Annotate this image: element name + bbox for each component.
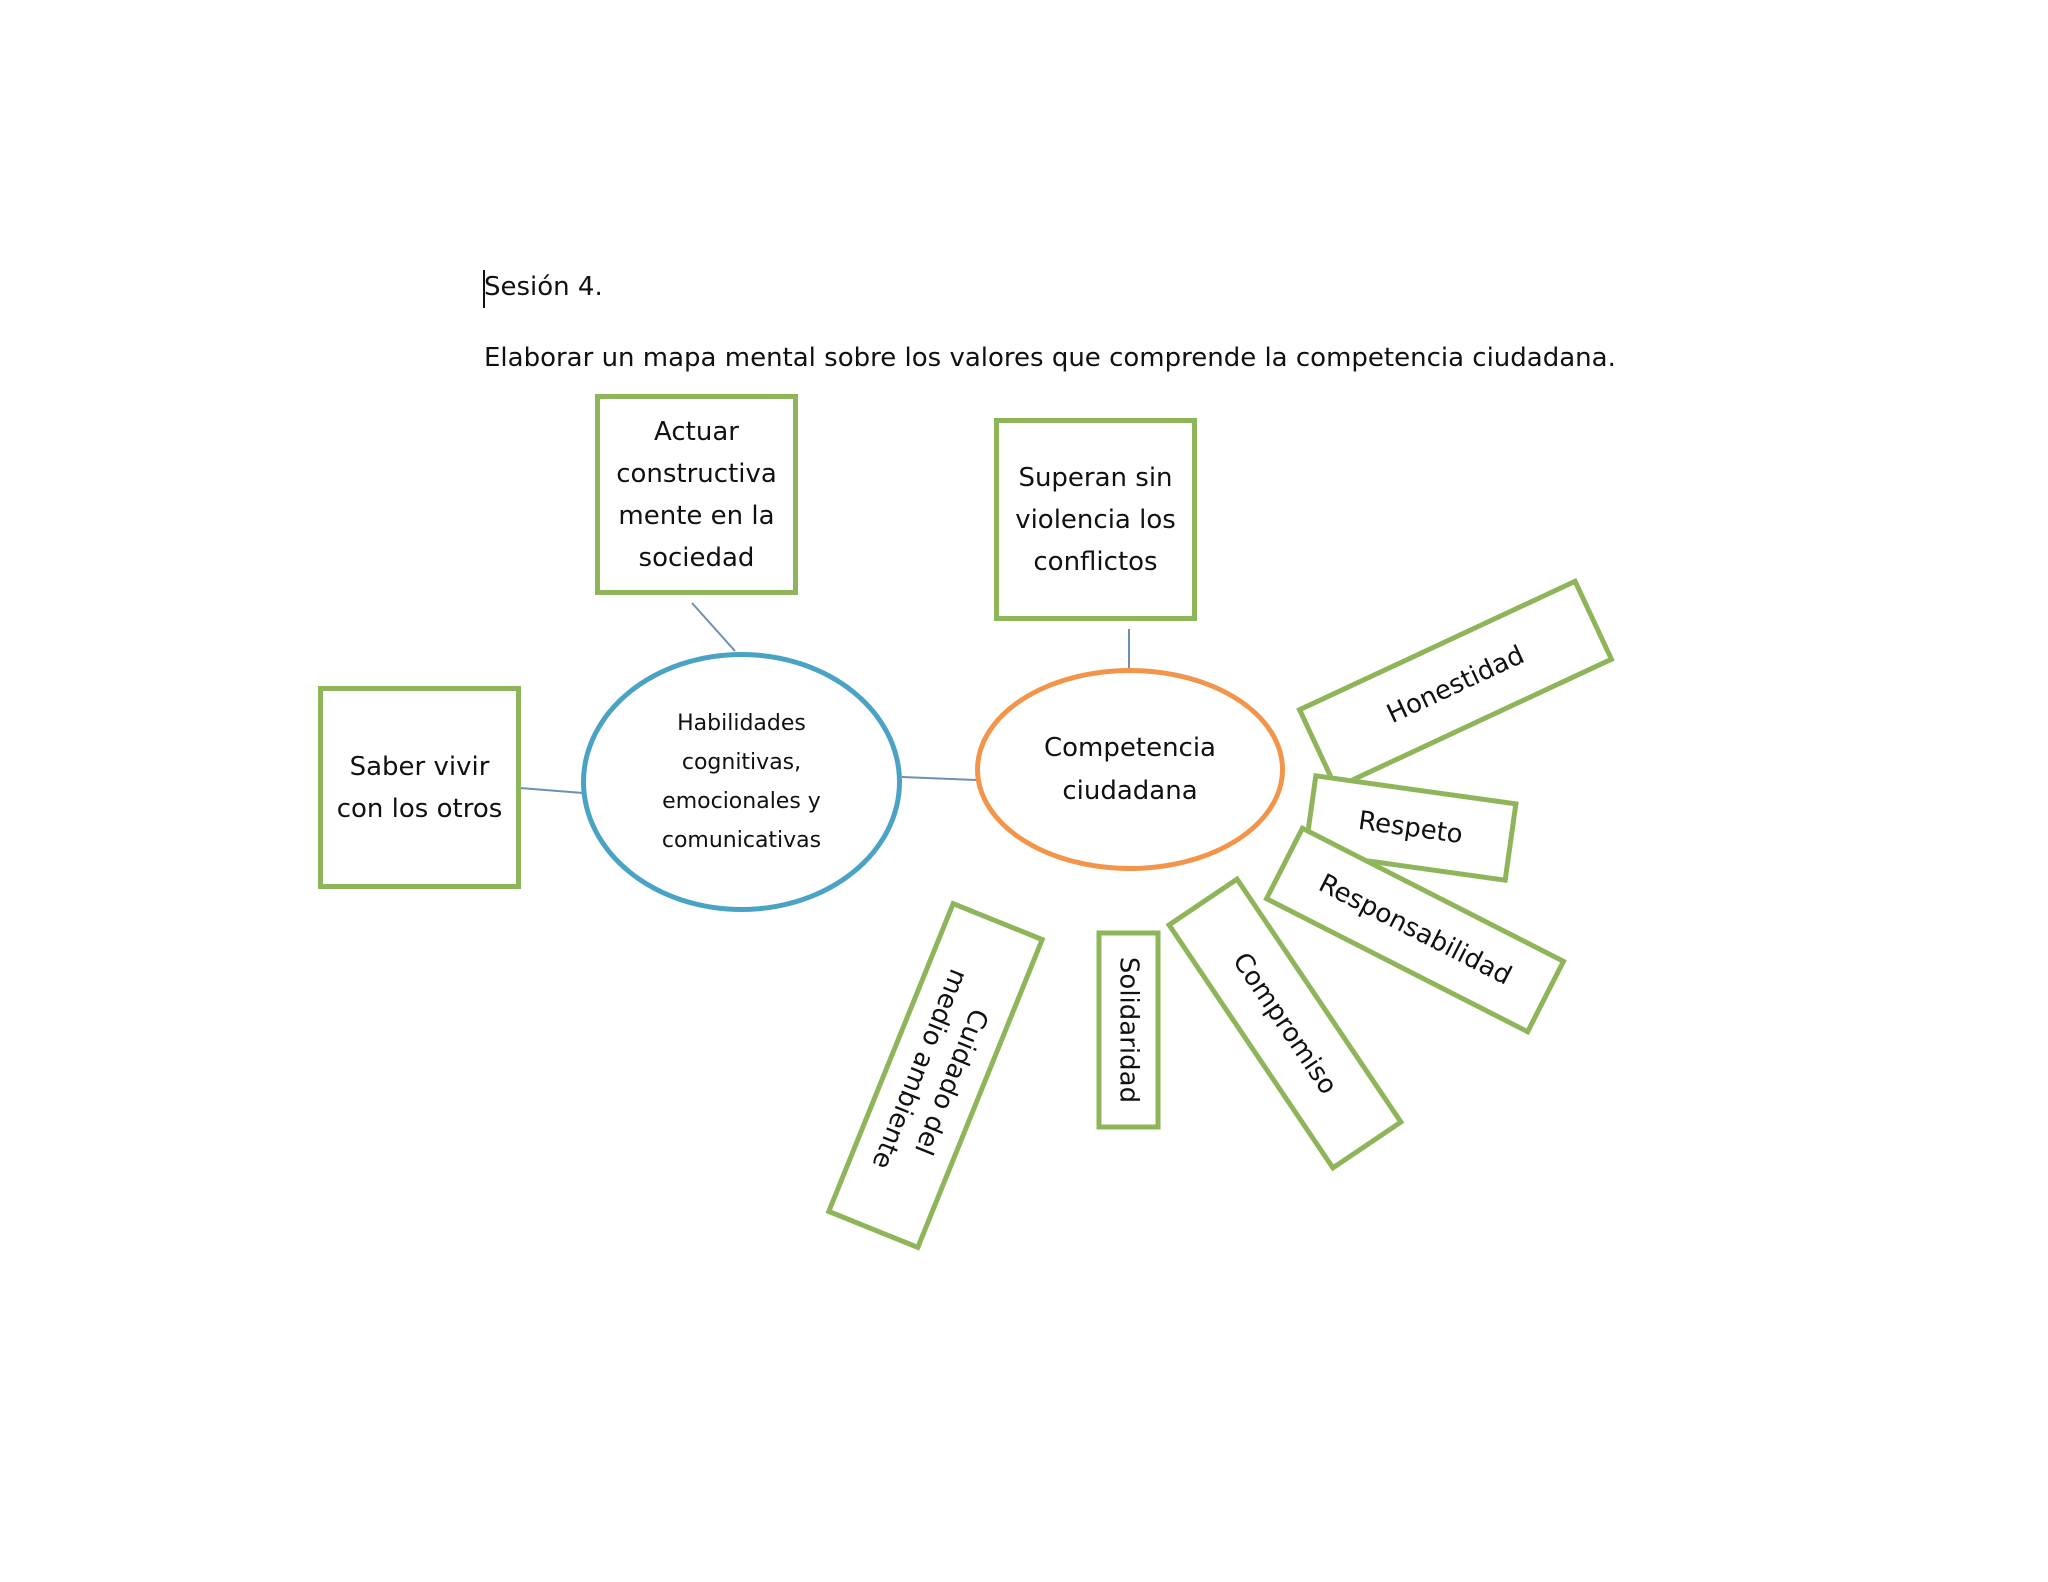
instruction-text: Elaborar un mapa mental sobre los valores que comprende la competencia ciudadana. <box>484 343 1616 373</box>
value-compromiso-label: Compromiso <box>1226 947 1344 1100</box>
actuar-constructivamente-label: Actuar constructiva mente en la sociedad <box>616 416 777 573</box>
actuar-constructivamente-box <box>595 394 798 595</box>
skills-label: Habilidades cognitivas, emocionales y comunicativas <box>661 711 822 853</box>
skills-ellipse <box>581 652 902 912</box>
value-respeto-label: Respeto <box>1356 805 1465 851</box>
session-label: Sesión 4. <box>484 272 603 302</box>
value-solidaridad-box <box>1097 931 1161 1130</box>
connector-saber-skills <box>520 788 583 793</box>
value-responsabilidad-label: Responsabilidad <box>1313 868 1517 992</box>
value-honestidad-label: Honestidad <box>1382 639 1529 730</box>
value-solidaridad-label: Solidaridad <box>1113 956 1144 1104</box>
central-ellipse <box>975 668 1285 871</box>
superan-sin-violencia-label: Superan sin violencia los conflictos <box>1015 462 1176 577</box>
superan-sin-violencia-box <box>994 418 1197 621</box>
central-label: Competencia ciudadana <box>1043 732 1216 806</box>
value-cuidado-medio-ambiente-label: Cuidado del medio ambiente <box>865 964 995 1174</box>
saber-vivir-label: Saber vivir con los otros <box>336 751 503 824</box>
connector-actuar-skills <box>692 603 735 651</box>
connector-skills-competencia <box>902 777 976 780</box>
saber-vivir-box <box>318 686 521 889</box>
